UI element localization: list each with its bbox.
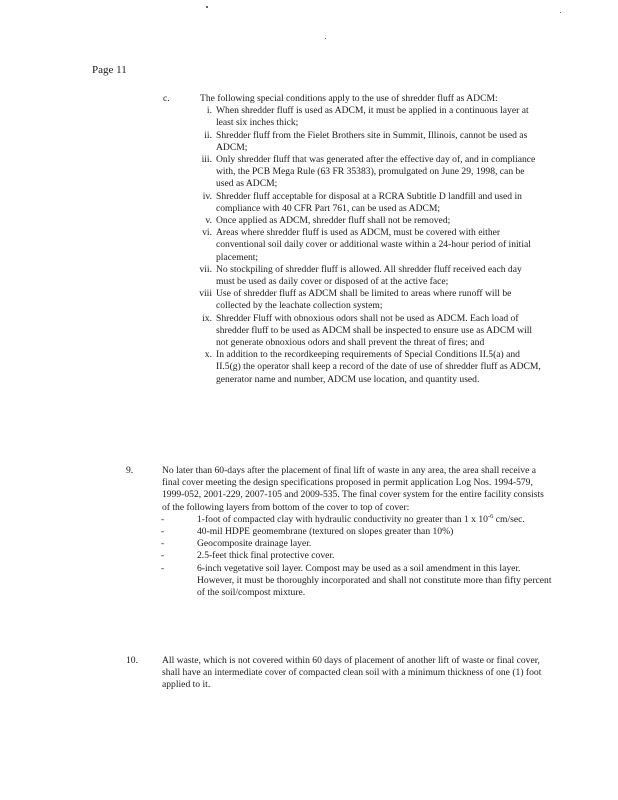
paragraph-number: 9. xyxy=(126,465,134,476)
dash-bullet: - xyxy=(161,513,165,525)
paragraph-number: 10. xyxy=(126,655,138,666)
final-cover-paragraph xyxy=(126,465,552,599)
layer-unit: cm/sec. xyxy=(493,513,525,525)
dash-bullet: - xyxy=(161,538,165,550)
item-number: ii. xyxy=(204,129,212,141)
special-conditions-paragraph xyxy=(163,93,541,386)
list-item xyxy=(161,563,552,600)
paragraph-intro: The following special conditions apply to the use of shredder fluff as ADCM: xyxy=(200,93,498,104)
list-item xyxy=(163,288,541,312)
list-item xyxy=(163,227,541,264)
list-item xyxy=(161,514,552,526)
list-item xyxy=(161,538,552,550)
scan-speck xyxy=(206,6,208,8)
item-number: ix. xyxy=(202,312,212,324)
list-item xyxy=(161,526,552,538)
item-number: x. xyxy=(204,349,212,361)
item-number: i. xyxy=(206,105,212,117)
scan-speck xyxy=(560,12,561,13)
scan-speck xyxy=(325,38,326,39)
item-text: Use of shredder fluff as ADCM shall be limited to areas where runoff will be collected by the leachate collection system; xyxy=(216,288,512,312)
paragraph-marker: c. xyxy=(163,93,170,104)
item-text xyxy=(197,514,552,526)
dash-bullet: - xyxy=(161,562,165,574)
layer-text: 1-foot of compacted clay with hydraulic conductivity no greater than 1 x 10 xyxy=(197,513,488,525)
list-item xyxy=(163,313,541,350)
item-text: Shredder Fluff with obnoxious odors shall not be used as ADCM. Each load of shredder fluff to be used as ADCM shall be inspected to ensure use as ADCM will not generate obnoxious odors and shall prevent the threat of fires; and xyxy=(216,312,533,349)
item-number: iii. xyxy=(201,154,212,166)
list-item xyxy=(163,105,541,129)
page-number: Page 11 xyxy=(92,64,127,76)
list-item xyxy=(161,550,552,562)
item-text: Areas where shredder fluff is used as ADCM, must be covered with either conventional soil daily cover or additional waste within a 24-hour period of initial placement; xyxy=(216,227,531,263)
item-text: 2.5-feet thick final protective cover. xyxy=(197,550,335,562)
cover-layers-list xyxy=(161,514,552,599)
dash-bullet: - xyxy=(161,550,165,562)
list-item xyxy=(163,264,541,288)
item-text: When shredder fluff is used as ADCM, it must be applied in a continuous layer at least six inches thick; xyxy=(216,105,529,129)
item-text: 40-mil HDPE geomembrane (textured on slopes greater than 10%) xyxy=(197,526,454,538)
exponent: -6 xyxy=(487,512,494,520)
item-number: iv. xyxy=(202,190,212,202)
paragraph-text: No later than 60-days after the placement of final lift of waste in any area, the area shall receive a final cover meeting the design specifications proposed in permit application Log Nos. 1994-579, 1999-052, 2001-229, 2007-105 and 2009-535. The final cover system for the entire facility consists of the following layers from bottom of the cover to top of cover: xyxy=(162,465,544,513)
list-item xyxy=(163,130,541,154)
item-text: 6-inch vegetative soil layer. Compost may be used as a soil amendment in this layer. However, it must be thoroughly incorporated and shall not constitute more than fifty percent of the soil/compost mixture. xyxy=(197,562,552,599)
conditions-list xyxy=(163,105,541,386)
item-number: viii xyxy=(199,288,212,300)
list-item xyxy=(163,191,541,215)
paragraph-text: All waste, which is not covered within 60 days of placement of another lift of waste or final cover, shall have an intermediate cover of compacted clean soil with a minimum thickness of one (1) foot applied to it. xyxy=(162,655,542,691)
item-text: Only shredder fluff that was generated after the effective day of, and in compliance with, the PCB Mega Rule (63 FR 35383), promulgated on June 29, 1998, can be used as ADCM; xyxy=(216,154,536,190)
intermediate-cover-paragraph xyxy=(126,655,552,692)
list-item xyxy=(163,349,541,386)
item-number: vii. xyxy=(199,263,212,275)
list-item xyxy=(163,215,541,227)
dash-bullet: - xyxy=(161,526,165,538)
item-number: vi. xyxy=(202,227,212,239)
item-text: Shredder fluff acceptable for disposal at a RCRA Subtitle D landfill and used in compliance with 40 CFR Part 761, can be used as ADCM; xyxy=(216,190,522,214)
item-text: In addition to the recordkeeping requirements of Special Conditions II.5(a) and II.5(g) the operator shall keep a record of the date of use of shredder fluff as ADCM, generator name and number, ADCM use location, and quantity used. xyxy=(216,349,541,385)
item-text: Geocomposite drainage layer. xyxy=(197,538,312,550)
item-text: No stockpiling of shredder fluff is allowed. All shredder fluff received each day must be used as daily cover or disposed of at the active face; xyxy=(216,263,522,288)
item-number: v. xyxy=(205,215,212,227)
item-text: Once applied as ADCM, shredder fluff shall not be removed; xyxy=(216,215,451,227)
item-text: Shredder fluff from the Fielet Brothers site in Summit, Illinois, cannot be used as ADCM; xyxy=(216,129,528,153)
list-item xyxy=(163,154,541,191)
